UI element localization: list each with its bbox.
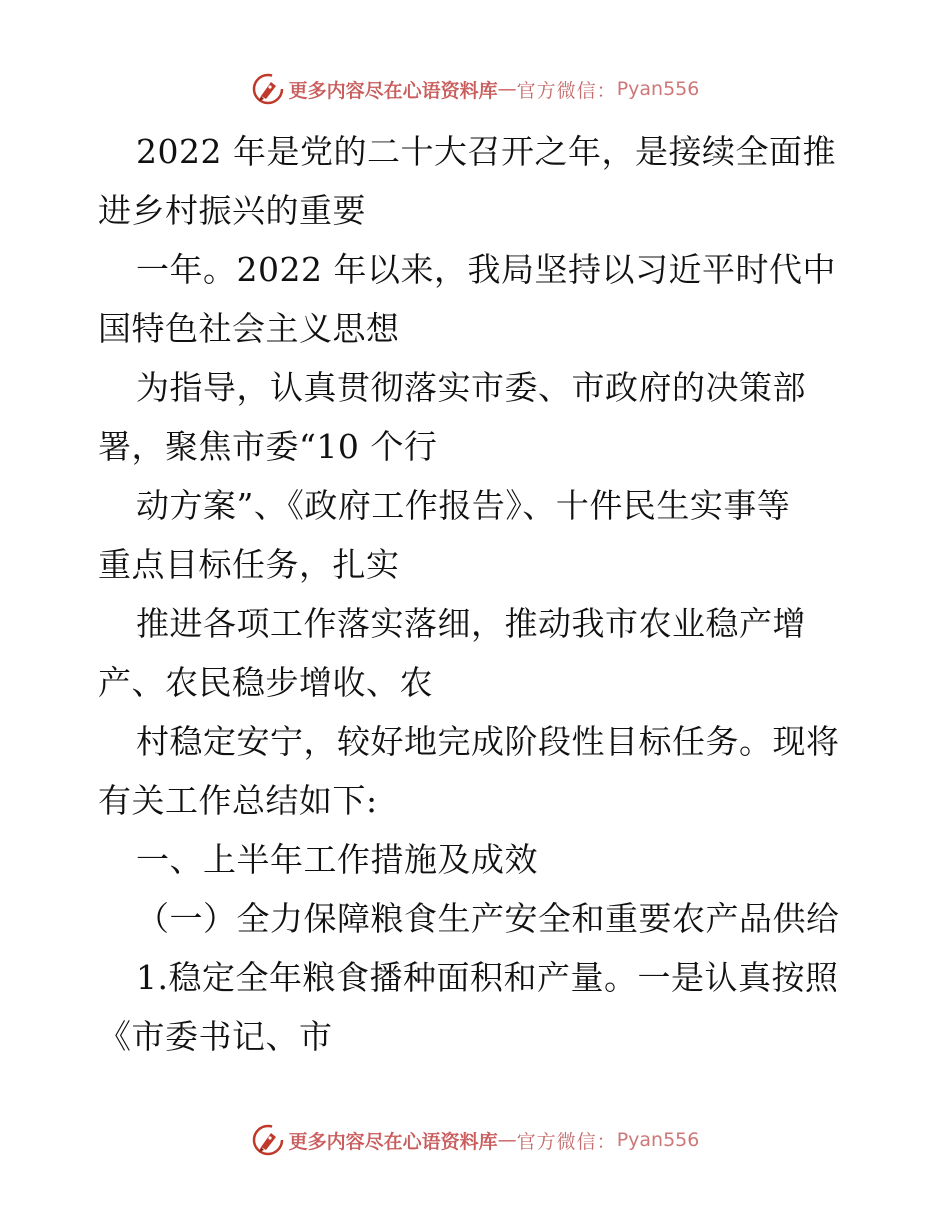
watermark-wechat-id: Pyan556	[616, 1129, 700, 1151]
body-line: 国特色社会主义思想	[98, 309, 400, 348]
body-line: 2022 年是党的二十大召开之年，是接续全面推	[136, 132, 836, 171]
subsection-heading: （一）全力保障粮食生产安全和重要农产品供给	[136, 899, 840, 938]
body-line: 一年。2022 年以来，我局坚持以习近平时代中	[136, 250, 836, 289]
body-line: 《市委书记、市	[98, 1017, 333, 1056]
body-line: 进乡村振兴的重要	[98, 191, 366, 230]
body-line: 有关工作总结如下:	[98, 781, 378, 820]
watermark-official-label: 官方微信：	[516, 1130, 617, 1153]
body-line: 动方案”、《政府工作报告》、十件民生实事等	[136, 486, 791, 525]
header-watermark-banner	[0, 72, 950, 106]
pen-nib-logo-icon	[251, 1123, 285, 1157]
pen-nib-logo-icon	[251, 72, 285, 106]
watermark-official-label: 官方微信：	[516, 79, 617, 102]
section-heading: 一、上半年工作措施及成效	[136, 840, 538, 879]
watermark-wechat-id: Pyan556	[616, 78, 700, 100]
watermark-brand-text: 更多内容尽在心语资料库	[288, 1130, 498, 1153]
body-line: 产、农民稳步增收、农	[98, 663, 433, 702]
watermark-dash: —	[497, 78, 517, 100]
body-line: 重点目标任务，扎实	[98, 545, 400, 584]
body-line: 1.稳定全年粮食播种面积和产量。一是认真按照	[136, 958, 839, 997]
body-line: 为指导，认真贯彻落实市委、市政府的决策部	[136, 368, 806, 407]
body-line: 村稳定安宁，较好地完成阶段性目标任务。现将	[136, 722, 840, 761]
body-line: 推进各项工作落实落细，推动我市农业稳产增	[136, 604, 806, 643]
document-body	[98, 122, 858, 1066]
watermark-brand-text: 更多内容尽在心语资料库	[288, 79, 498, 102]
watermark-dash: —	[497, 1129, 517, 1151]
body-line: 署，聚焦市委“10 个行	[98, 427, 438, 466]
footer-watermark-banner	[0, 1123, 950, 1157]
